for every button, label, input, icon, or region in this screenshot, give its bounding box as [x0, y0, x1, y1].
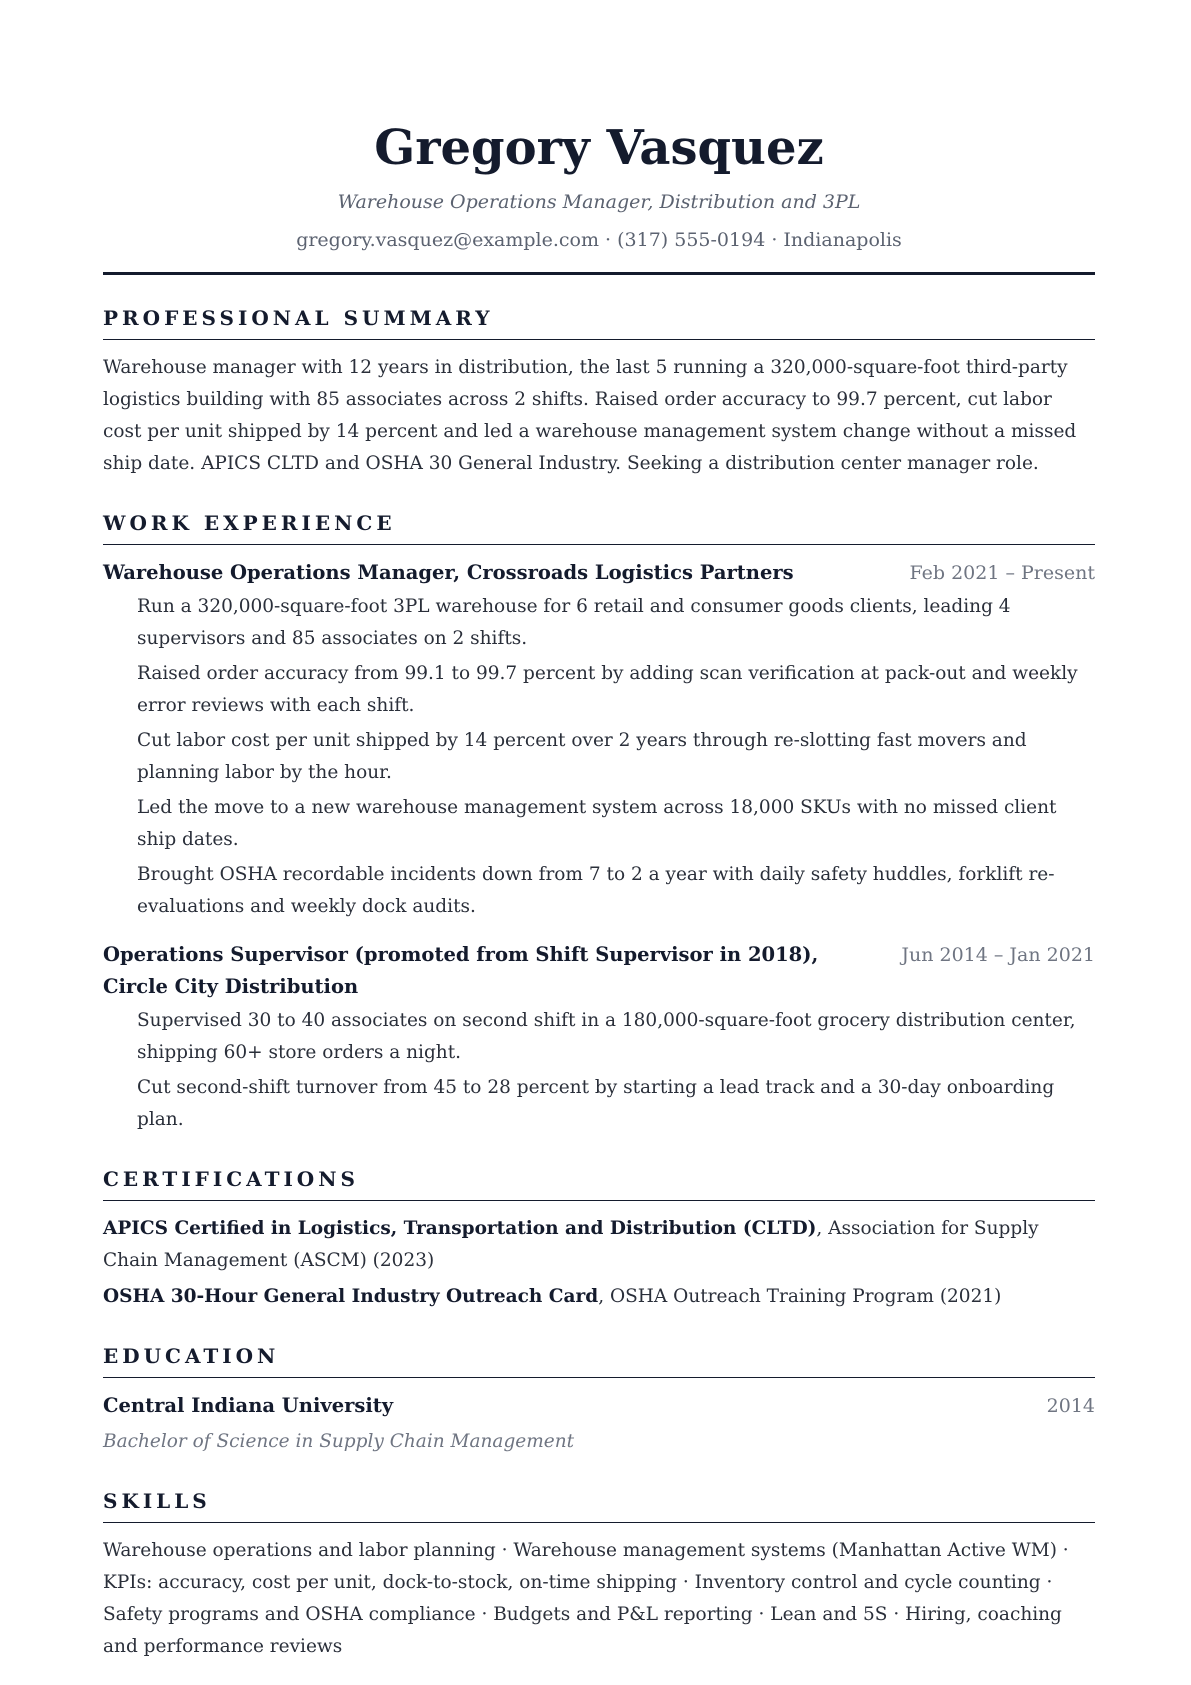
job-title: Operations Supervisor (promoted from Shift Supervisor in 2018), Circle City Distribution [103, 943, 819, 998]
certification-item [103, 1213, 1095, 1277]
education-school: Central Indiana University [103, 1394, 394, 1417]
education-section [103, 1343, 1095, 1458]
candidate-name: Gregory Vasquez [374, 120, 824, 176]
skills-section [103, 1488, 1095, 1663]
job-bullet: Brought OSHA recordable incidents down from 7 to 2 a year with daily safety huddles, forklift re-evaluations and weekly dock audits. [137, 864, 1055, 917]
job-bullets [103, 591, 1095, 923]
candidate-headline: Warehouse Operations Manager, Distribution and 3PL [337, 191, 861, 213]
section-title-skills: SKILLS [103, 1488, 1095, 1523]
header-divider [103, 272, 1095, 275]
certifications-section [103, 1166, 1095, 1313]
resume-page [103, 0, 1095, 1663]
job-bullets [103, 1005, 1095, 1136]
education-entry [103, 1390, 1095, 1458]
job-bullet: Supervised 30 to 40 associates on second shift in a 180,000-square-foot grocery distribution center, shipping 60+ store orders a night. [137, 1010, 1076, 1063]
section-title-experience: WORK EXPERIENCE [103, 510, 1095, 545]
education-header [103, 1390, 1095, 1422]
job-header [103, 939, 1095, 1003]
certification-name: APICS Certified in Logistics, Transportation and Distribution (CLTD) [103, 1218, 817, 1239]
experience-section [103, 510, 1095, 1136]
section-title-summary: PROFESSIONAL SUMMARY [103, 305, 1095, 340]
education-year: 2014 [1046, 1395, 1095, 1417]
job-bullet: Cut second-shift turnover from 45 to 28 percent by starting a lead track and a 30-day onboarding plan. [137, 1077, 1055, 1130]
contact-line: gregory.vasquez@example.com · (317) 555-0194 · Indianapolis [296, 229, 902, 251]
resume-header [103, 0, 1095, 254]
skills-text: Warehouse operations and labor planning · Warehouse management systems (Manhattan Active WM) · KPIs: accuracy, cost per unit, dock-to-stock, on-time shipping · Inventory control and cycle counting · Safety programs and OSHA compliance · Budgets and P&L reporting · Lean and 5S · Hiring, coaching and performance reviews [103, 1540, 1069, 1657]
education-degree: Bachelor of Science in Supply Chain Management [103, 1431, 575, 1452]
certification-name: OSHA 30-Hour General Industry Outreach Card [103, 1286, 599, 1307]
job-entry [103, 557, 1095, 923]
job-bullet: Raised order accuracy from 99.1 to 99.7 percent by adding scan verification at pack-out and weekly error reviews with each shift. [137, 663, 1078, 716]
job-entry [103, 939, 1095, 1136]
job-dates: Jun 2014 – Jan 2021 [901, 944, 1095, 966]
job-dates: Feb 2021 – Present [909, 562, 1095, 584]
summary-text: Warehouse manager with 12 years in distribution, the last 5 running a 320,000-square-foot third-party logistics building with 85 associates across 2 shifts. Raised order accuracy to 99.7 percent, cut labor cost per unit shipped by 14 percent and led a warehouse management system change without a missed ship date. APICS CLTD and OSHA 30 General Industry. Seeking a distribution center manager role. [103, 357, 1077, 474]
certifications-list [103, 1213, 1095, 1313]
job-bullet: Cut labor cost per unit shipped by 14 percent over 2 years through re-slotting fast movers and planning labor by the hour. [137, 730, 1027, 783]
job-header [103, 557, 1095, 589]
job-bullet: Run a 320,000-square-foot 3PL warehouse for 6 retail and consumer goods clients, leading 4 supervisors and 85 associates on 2 shifts. [137, 596, 1011, 649]
job-title: Warehouse Operations Manager, Crossroads Logistics Partners [103, 561, 794, 584]
certification-detail: , OSHA Outreach Training Program (2021) [598, 1286, 1002, 1307]
certification-detail: , Association for Supply Chain Management (ASCM) (2023) [103, 1218, 1039, 1271]
section-title-certifications: CERTIFICATIONS [103, 1166, 1095, 1201]
job-bullet: Led the move to a new warehouse management system across 18,000 SKUs with no missed client ship dates. [137, 797, 1057, 850]
section-title-education: EDUCATION [103, 1343, 1095, 1378]
summary-section [103, 305, 1095, 480]
certification-item [103, 1281, 1095, 1313]
experience-list [103, 557, 1095, 1136]
